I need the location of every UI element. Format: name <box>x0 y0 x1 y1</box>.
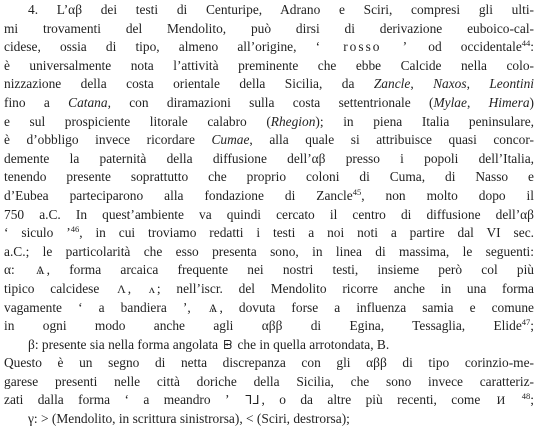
text-segment: cidese, ossia di tipo, almeno all’origine, <box>4 39 316 55</box>
text-segment: ; nell’iscr. del Mendolito ricorre anche in una forma <box>156 280 534 296</box>
letterform-glyph: Ѧ <box>208 300 218 315</box>
text-line <box>4 94 534 113</box>
text-segment: ) <box>529 94 534 110</box>
text-segment: : <box>530 39 534 55</box>
text-segment: , in cui troviamo redatti i testi a noi noti a partire dal VI sec. <box>79 225 534 241</box>
text-segment: zati dalla forma ‘ a meandro ’ <box>4 392 243 408</box>
text-line <box>4 206 534 225</box>
text-page <box>4 1 534 429</box>
text-line <box>4 1 534 20</box>
footnote-ref: 46 <box>70 224 80 235</box>
text-segment: e sul prospiciente litorale calabro ( <box>4 113 271 129</box>
letterform-glyph: Λ <box>117 281 126 296</box>
text-segment: γ: > (Mendolito, in scrittura sinistrorsa), < (Sciri, destrorsa); <box>28 411 350 427</box>
letterform-glyph: ᒣᒧ <box>244 393 260 408</box>
text-segment: Cumae <box>211 132 250 148</box>
text-segment: Rhegion <box>270 113 316 129</box>
text-line <box>4 280 534 299</box>
text-segment: β: presente sia nella forma angolata <box>28 336 222 352</box>
text-segment: Naxos <box>433 76 467 92</box>
text-segment: Leontini <box>489 76 534 92</box>
text-segment: , dovuta forse a influenza samia e comune <box>219 299 534 315</box>
text-segment: , <box>466 76 490 92</box>
text-segment: , <box>466 94 489 110</box>
footnote-ref: 44 <box>521 38 531 49</box>
text-line <box>4 75 534 94</box>
text-segment: , non molto dopo il <box>361 187 534 203</box>
text-segment: Himera <box>488 94 530 110</box>
text-segment: ; <box>530 318 534 334</box>
text-segment: Catana <box>68 94 108 110</box>
text-line <box>4 57 534 76</box>
text-segment: ‘ rosso ’ <box>315 39 410 55</box>
text-line <box>4 20 534 39</box>
letterform-glyph: И <box>496 393 506 408</box>
text-segment: , con diramazioni sulla costa settentrionale ( <box>107 94 434 110</box>
footnote-ref: 47 <box>521 317 531 328</box>
text-line <box>4 187 534 206</box>
text-segment: Mylae <box>433 94 467 110</box>
text-line <box>4 317 534 336</box>
text-segment: è universalmente nota l’attività preminente che ebbe Calcide nella colo- <box>4 57 534 73</box>
letterform-glyph: Ѧ <box>35 263 45 278</box>
text-segment: ); in piena Italia peninsulare, <box>315 113 534 129</box>
text-line <box>4 373 534 392</box>
letterform-glyph: ʌ <box>148 281 155 296</box>
text-segment: fino a <box>4 94 69 110</box>
text-segment: tipico calcidese <box>4 280 116 296</box>
text-segment <box>507 392 521 407</box>
text-segment: , <box>127 280 147 296</box>
text-segment: Questo è un segno di netta discrepanza con gli αββ di tipo corinzio-me- <box>4 355 534 371</box>
text-segment: che in quella arrotondata, B. <box>234 336 390 352</box>
text-segment: , <box>410 76 434 92</box>
text-line <box>4 243 534 262</box>
text-segment: in ogni modo anche agli αββ di Egina, Tessaglia, Elide <box>4 318 522 334</box>
text-segment: 4. L’αβ dei testi di Centuripe, Adrano e Sciri, compresi gli ulti- <box>28 2 534 17</box>
text-segment: , alla quale si attribuisce quasi concor- <box>249 132 534 148</box>
text-segment: tenendo presente soprattutto che proprio coloni di Cuma, di Nasso e <box>4 169 534 185</box>
text-segment: α: <box>4 262 34 278</box>
footnote-ref: 48 <box>521 391 531 402</box>
text-line <box>4 261 534 280</box>
text-segment: vagamente ‘ a bandiera ’, <box>4 299 207 315</box>
text-segment: è d’obbligo invece ricordare <box>4 132 212 148</box>
text-segment: od occidentale <box>409 39 522 55</box>
text-line <box>4 336 534 355</box>
letterform-glyph: ᗸ <box>223 337 233 352</box>
text-line <box>4 131 534 150</box>
text-segment: ; <box>530 392 534 408</box>
text-segment: a.C.; le particolarità che esso presenta sono, in linea di massima, le seguenti: <box>4 243 534 259</box>
text-segment: , o da altre più recenti, come <box>261 392 495 408</box>
text-line <box>4 391 534 410</box>
text-segment: demente la paternità della diffusione dell’αβ presso i popoli dell’Italia, <box>4 150 534 166</box>
text-line <box>4 168 534 187</box>
footnote-ref: 45 <box>352 186 362 197</box>
text-line <box>4 38 534 57</box>
text-line <box>4 150 534 169</box>
text-segment: nizzazione della costa orientale della Sicilia, da <box>4 76 374 92</box>
text-segment: mi trovamenti del Mendolito, può dirsi di derivazione euboico-cal- <box>4 20 534 36</box>
text-segment: d’Eubea parteciparono alla fondazione di Zancle <box>4 187 353 203</box>
text-segment: ‘ siculo ’ <box>4 225 71 241</box>
text-segment: 750 a.C. In quest’ambiente va quindi cercato il centro di diffusione dell’αβ <box>4 206 534 222</box>
text-segment: Zancle <box>373 76 411 92</box>
text-line <box>4 410 534 429</box>
text-line <box>4 113 534 132</box>
text-segment: garese presenti nelle città doriche della Sicilia, che sono invece caratteriz- <box>4 373 534 389</box>
text-segment: , forma arcaica frequente nei nostri testi, insieme però col più <box>46 262 534 278</box>
text-line <box>4 299 534 318</box>
text-line <box>4 354 534 373</box>
text-line <box>4 224 534 243</box>
